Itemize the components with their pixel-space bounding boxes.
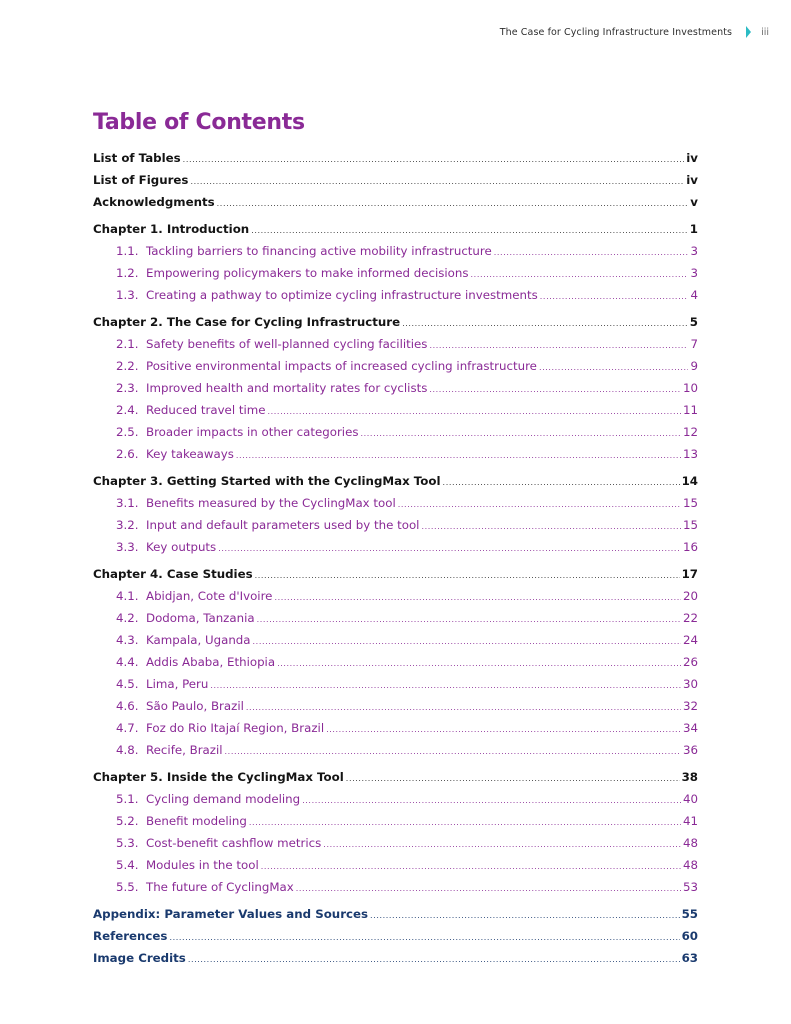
toc-back-matter-entry[interactable] <box>93 951 698 973</box>
entry-title[interactable]: Chapter 1. Introduction <box>93 222 250 236</box>
toc-entry-label[interactable] <box>116 743 223 757</box>
section-number: 5.2. <box>116 814 139 828</box>
entry-title[interactable]: Foz do Rio Itajaí Region, Brazil <box>146 721 325 735</box>
page-reference[interactable]: 63 <box>681 951 698 965</box>
toc-front-matter-entry[interactable] <box>93 195 698 217</box>
page-reference[interactable]: 14 <box>681 474 698 488</box>
dot-leader <box>398 500 681 509</box>
page-reference[interactable]: 17 <box>681 567 698 581</box>
page-reference[interactable]: 16 <box>682 540 698 554</box>
entry-title[interactable]: Chapter 2. The Case for Cycling Infrastructure <box>93 315 401 329</box>
toc-section-entry[interactable] <box>93 792 698 814</box>
toc-entry-label[interactable] <box>116 266 469 280</box>
running-header <box>500 26 769 38</box>
entry-title[interactable]: Input and default parameters used by the tool <box>146 518 420 532</box>
dot-leader <box>302 796 681 805</box>
page-reference[interactable]: 15 <box>682 518 698 532</box>
toc-section-entry[interactable] <box>93 721 698 743</box>
toc-entry-label[interactable] <box>93 770 344 784</box>
entry-title[interactable]: The future of CyclingMax <box>146 880 294 894</box>
toc-chapter-entry[interactable] <box>93 222 698 244</box>
page-reference[interactable]: 3 <box>690 244 698 258</box>
dot-leader <box>183 155 685 164</box>
section-number: 5.1. <box>116 792 139 806</box>
section-number: 4.7. <box>116 721 139 735</box>
toc-chapter-entry[interactable] <box>93 770 698 792</box>
entry-title[interactable]: Positive environmental impacts of increased cycling infrastructure <box>146 359 537 373</box>
entry-title[interactable]: Tackling barriers to financing active mobility infrastructure <box>146 244 492 258</box>
page-reference[interactable]: 53 <box>682 880 698 894</box>
toc-entry-label[interactable] <box>93 951 186 965</box>
entry-title[interactable]: Broader impacts in other categories <box>146 425 359 439</box>
toc-section-entry[interactable] <box>93 359 698 381</box>
toc-section-entry[interactable] <box>93 266 698 288</box>
section-number: 2.3. <box>116 381 139 395</box>
page-reference[interactable]: 12 <box>682 425 698 439</box>
toc-section-entry[interactable] <box>93 677 698 699</box>
dot-leader <box>218 544 681 553</box>
toc-entry-label[interactable] <box>116 836 321 850</box>
dot-leader <box>443 478 680 487</box>
entry-title[interactable]: Cycling demand modeling <box>146 792 301 806</box>
dot-leader <box>268 407 681 416</box>
toc-entry-label[interactable] <box>116 381 427 395</box>
toc-entry-label[interactable] <box>116 721 324 735</box>
dot-leader <box>471 270 689 279</box>
toc-entry-label[interactable] <box>116 496 396 510</box>
toc-entry-label[interactable] <box>116 244 492 258</box>
section-number: 5.3. <box>116 836 139 850</box>
toc-entry-label[interactable] <box>116 447 234 461</box>
entry-title[interactable]: Chapter 4. Case Studies <box>93 567 253 581</box>
section-number: 1.3. <box>116 288 139 302</box>
dot-leader <box>251 226 688 235</box>
dot-leader <box>326 725 681 734</box>
page-reference[interactable]: 32 <box>682 699 698 713</box>
page-reference[interactable]: 41 <box>682 814 698 828</box>
toc-section-entry[interactable] <box>93 540 698 562</box>
toc-entry-label[interactable] <box>116 655 275 669</box>
entry-title[interactable]: Chapter 5. Inside the CyclingMax Tool <box>93 770 344 784</box>
toc-entry-label[interactable] <box>93 222 249 236</box>
entry-title[interactable]: Improved health and mortality rates for cyclists <box>146 381 428 395</box>
toc-chapter-entry[interactable] <box>93 567 698 589</box>
toc-entry-label[interactable] <box>116 403 266 417</box>
section-number: 5.5. <box>116 880 139 894</box>
toc-entry-label[interactable] <box>116 425 359 439</box>
toc-entry-label[interactable] <box>116 337 427 351</box>
dot-leader <box>429 341 688 350</box>
toc-entry-label[interactable] <box>93 195 215 209</box>
entry-title[interactable]: Acknowledgments <box>93 195 215 209</box>
entry-title[interactable]: Creating a pathway to optimize cycling infrastructure investments <box>146 288 538 302</box>
toc-chapter-entry[interactable] <box>93 474 698 496</box>
entry-title[interactable]: São Paulo, Brazil <box>146 699 244 713</box>
toc-section-entry[interactable] <box>93 880 698 902</box>
entry-title[interactable]: References <box>93 929 168 943</box>
section-number: 2.4. <box>116 403 139 417</box>
page-reference[interactable]: 55 <box>681 907 698 921</box>
toc-entry-label[interactable] <box>116 589 272 603</box>
page-reference[interactable]: 38 <box>681 770 698 784</box>
entry-title[interactable]: Lima, Peru <box>146 677 209 691</box>
dot-leader <box>402 319 688 328</box>
toc-section-entry[interactable] <box>93 244 698 266</box>
entry-title[interactable]: Key outputs <box>146 540 217 554</box>
page-reference[interactable]: 7 <box>690 337 698 351</box>
section-number: 5.4. <box>116 858 139 872</box>
dot-leader <box>277 659 681 668</box>
section-number: 4.1. <box>116 589 139 603</box>
dot-leader <box>323 840 681 849</box>
section-number: 2.1. <box>116 337 139 351</box>
toc-section-entry[interactable] <box>93 447 698 469</box>
page-reference[interactable]: 15 <box>682 496 698 510</box>
entry-title[interactable]: Key takeaways <box>146 447 234 461</box>
toc-entry-label[interactable] <box>93 315 400 329</box>
toc-section-entry[interactable] <box>93 589 698 611</box>
dot-leader <box>261 862 681 871</box>
section-number: 3.1. <box>116 496 139 510</box>
dot-leader <box>421 522 681 531</box>
toc-entry-label[interactable] <box>93 474 441 488</box>
entry-title[interactable]: Abidjan, Cote d'Ivoire <box>146 589 273 603</box>
page-reference[interactable]: 22 <box>682 611 698 625</box>
toc-entry-label[interactable] <box>116 858 259 872</box>
dot-leader <box>169 933 679 942</box>
dot-leader <box>225 747 681 756</box>
toc-section-entry[interactable] <box>93 836 698 858</box>
toc-entry-label[interactable] <box>93 907 368 921</box>
toc-back-matter-entry[interactable] <box>93 907 698 929</box>
toc-section-entry[interactable] <box>93 518 698 540</box>
toc-entry-label[interactable] <box>116 359 537 373</box>
toc-entry-label[interactable] <box>93 151 181 165</box>
dot-leader <box>210 681 681 690</box>
page-reference[interactable]: 48 <box>682 858 698 872</box>
dot-leader <box>539 363 689 372</box>
section-number: 2.5. <box>116 425 139 439</box>
toc-entry-label[interactable] <box>116 880 294 894</box>
section-number: 4.5. <box>116 677 139 691</box>
toc-entry-label[interactable] <box>116 699 244 713</box>
toc-section-entry[interactable] <box>93 425 698 447</box>
toc-chapter-entry[interactable] <box>93 315 698 337</box>
page-reference[interactable]: 13 <box>682 447 698 461</box>
toc-section-entry[interactable] <box>93 655 698 677</box>
toc-entry-label[interactable] <box>116 814 247 828</box>
section-number: 4.8. <box>116 743 139 757</box>
toc-front-matter-entry[interactable] <box>93 173 698 195</box>
page-reference[interactable]: 30 <box>682 677 698 691</box>
entry-title[interactable]: Dodoma, Tanzania <box>146 611 255 625</box>
section-number: 3.3. <box>116 540 139 554</box>
page-reference[interactable]: 9 <box>690 359 698 373</box>
toc-section-entry[interactable] <box>93 699 698 721</box>
toc-section-entry[interactable] <box>93 858 698 880</box>
toc-entry-label[interactable] <box>116 792 300 806</box>
dot-leader <box>257 615 681 624</box>
dot-leader <box>370 911 680 920</box>
section-number: 4.4. <box>116 655 139 669</box>
section-number: 4.6. <box>116 699 139 713</box>
page-reference[interactable]: iv <box>686 173 698 187</box>
dot-leader <box>246 703 681 712</box>
toc-entry-label[interactable] <box>93 173 188 187</box>
page-title: Table of Contents <box>93 110 305 135</box>
section-number: 1.2. <box>116 266 139 280</box>
toc-back-matter-entry[interactable] <box>93 929 698 951</box>
section-number: 2.2. <box>116 359 139 373</box>
page-reference[interactable]: 34 <box>682 721 698 735</box>
toc-section-entry[interactable] <box>93 403 698 425</box>
entry-title[interactable]: Chapter 3. Getting Started with the CyclingMax Tool <box>93 474 441 488</box>
page-reference[interactable]: iv <box>686 151 698 165</box>
entry-title[interactable]: Cost-benefit cashflow metrics <box>146 836 322 850</box>
dot-leader <box>253 637 681 646</box>
entry-title[interactable]: Modules in the tool <box>146 858 259 872</box>
dot-leader <box>494 248 689 257</box>
dot-leader <box>249 818 681 827</box>
toc-section-entry[interactable] <box>93 288 698 310</box>
dot-leader <box>236 451 681 460</box>
section-number: 3.2. <box>116 518 139 532</box>
entry-title[interactable]: List of Figures <box>93 173 189 187</box>
entry-title[interactable]: Reduced travel time <box>146 403 266 417</box>
section-number: 4.2. <box>116 611 139 625</box>
dot-leader <box>429 385 681 394</box>
page-reference[interactable]: 36 <box>682 743 698 757</box>
section-number: 2.6. <box>116 447 139 461</box>
toc-entry-label[interactable] <box>116 288 538 302</box>
section-number: 4.3. <box>116 633 139 647</box>
toc-entry-label[interactable] <box>116 518 419 532</box>
page-reference[interactable]: 4 <box>690 288 698 302</box>
entry-title[interactable]: Benefit modeling <box>146 814 247 828</box>
section-number: 1.1. <box>116 244 139 258</box>
page-reference[interactable]: 11 <box>682 403 698 417</box>
page-reference[interactable]: 60 <box>681 929 698 943</box>
triangle-right-icon <box>746 26 751 38</box>
dot-leader <box>188 955 680 964</box>
entry-title[interactable]: Safety benefits of well-planned cycling facilities <box>146 337 428 351</box>
entry-title[interactable]: Recife, Brazil <box>146 743 223 757</box>
toc-section-entry[interactable] <box>93 814 698 836</box>
entry-title[interactable]: List of Tables <box>93 151 181 165</box>
page-reference[interactable]: 20 <box>682 589 698 603</box>
toc-section-entry[interactable] <box>93 611 698 633</box>
page-reference[interactable]: 5 <box>689 315 698 329</box>
page-reference[interactable]: 24 <box>682 633 698 647</box>
toc-section-entry[interactable] <box>93 743 698 765</box>
dot-leader <box>346 774 680 783</box>
toc-section-entry[interactable] <box>93 337 698 359</box>
dot-leader <box>361 429 681 438</box>
table-of-contents <box>93 151 698 973</box>
dot-leader <box>296 884 681 893</box>
toc-section-entry[interactable] <box>93 496 698 518</box>
toc-entry-label[interactable] <box>93 567 253 581</box>
dot-leader <box>274 593 681 602</box>
toc-section-entry[interactable] <box>93 633 698 655</box>
entry-title[interactable]: Image Credits <box>93 951 186 965</box>
toc-entry-label[interactable] <box>116 633 251 647</box>
toc-section-entry[interactable] <box>93 381 698 403</box>
toc-entry-label[interactable] <box>116 540 216 554</box>
page-reference[interactable]: 40 <box>682 792 698 806</box>
page-reference[interactable]: 3 <box>690 266 698 280</box>
dot-leader <box>540 292 689 301</box>
toc-entry-label[interactable] <box>116 677 208 691</box>
page-reference[interactable]: 26 <box>682 655 698 669</box>
entry-title[interactable]: Kampala, Uganda <box>146 633 251 647</box>
entry-title[interactable]: Empowering policymakers to make informed decisions <box>146 266 469 280</box>
page-number: iii <box>761 26 769 38</box>
page-reference[interactable]: 10 <box>682 381 698 395</box>
toc-entry-label[interactable] <box>93 929 167 943</box>
dot-leader <box>217 199 689 208</box>
dot-leader <box>190 177 684 186</box>
page-reference[interactable]: v <box>690 195 698 209</box>
dot-leader <box>255 571 680 580</box>
toc-front-matter-entry[interactable] <box>93 151 698 173</box>
page-reference[interactable]: 48 <box>682 836 698 850</box>
entry-title[interactable]: Appendix: Parameter Values and Sources <box>93 907 369 921</box>
entry-title[interactable]: Addis Ababa, Ethiopia <box>146 655 276 669</box>
page-reference[interactable]: 1 <box>689 222 698 236</box>
entry-title[interactable]: Benefits measured by the CyclingMax tool <box>146 496 396 510</box>
document-title: The Case for Cycling Infrastructure Investments <box>499 26 733 38</box>
toc-entry-label[interactable] <box>116 611 255 625</box>
